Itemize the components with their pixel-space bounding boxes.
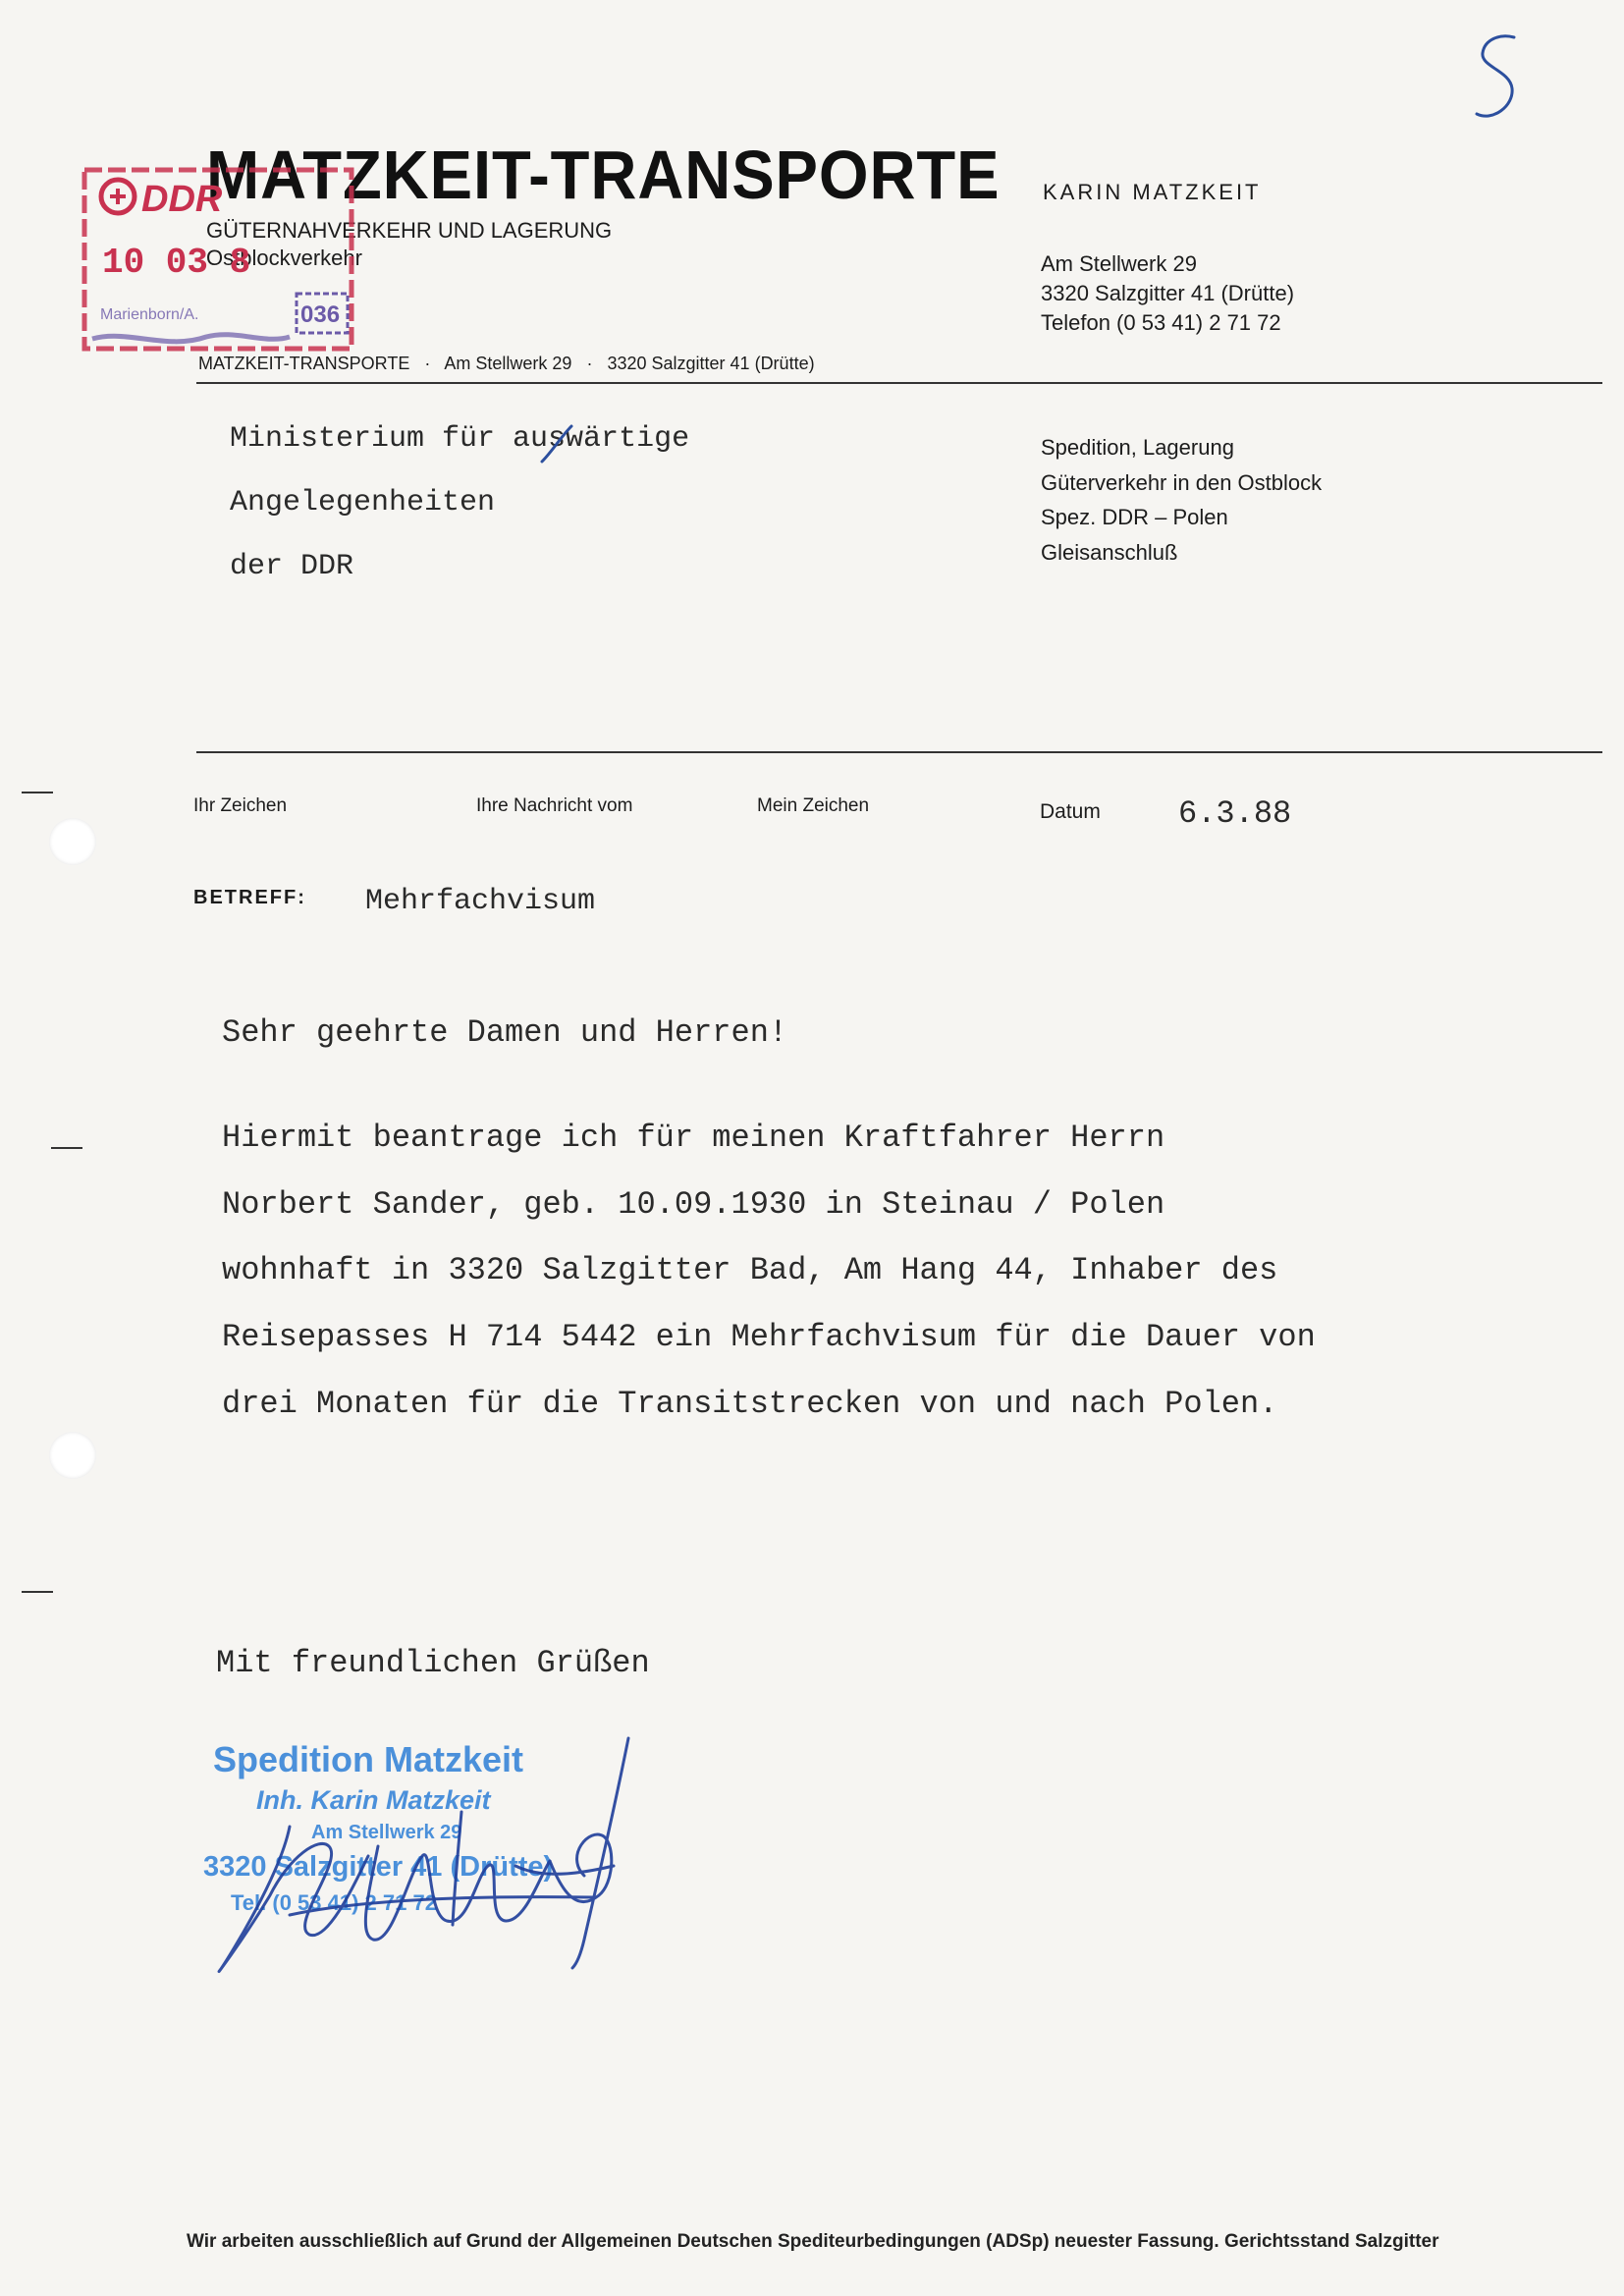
- address-city: 3320 Salzgitter 41 (Drütte): [1041, 281, 1295, 305]
- label-ihre-nachricht: Ihre Nachricht vom: [476, 795, 633, 816]
- owner-name: KARIN MATZKEIT: [1043, 180, 1262, 204]
- stamp-number: 036: [300, 301, 341, 328]
- sender-line-street: Am Stellwerk 29: [444, 354, 572, 373]
- tagline-secondary: Ostblockverkehr: [206, 246, 362, 270]
- closing-greeting: Mit freundlichen Grüßen: [216, 1645, 650, 1681]
- label-mein-zeichen: Mein Zeichen: [757, 795, 870, 816]
- fold-mark: [51, 1147, 82, 1149]
- header-rule: [196, 382, 1602, 384]
- recipient-line-1: Ministerium für auswärtige: [230, 422, 690, 456]
- legal-footer: Wir arbeiten ausschließlich auf Grund der Allgemeinen Deutschen Spediteurbedingungen (ADSp) neuester Fassung. Gerichtsstand Salzgitter: [187, 2231, 1439, 2252]
- handwritten-correction-stroke: [538, 422, 577, 469]
- service-line-1: Spedition, Lagerung: [1041, 435, 1234, 460]
- address-rule: [196, 751, 1602, 753]
- service-line-4: Gleisanschluß: [1041, 540, 1178, 565]
- handwritten-page-mark: [1463, 27, 1532, 136]
- recipient-line-3: der DDR: [230, 550, 354, 583]
- sender-return-line: [198, 354, 825, 374]
- fold-mark: [22, 1591, 53, 1593]
- stamp-date: 10 03 8: [102, 243, 251, 283]
- body-line-1: Hiermit beantrage ich für meinen Kraftfahrer Herrn: [222, 1120, 1165, 1156]
- stamp-street: Am Stellwerk 29: [311, 1822, 462, 1843]
- tagline-primary: GÜTERNAHVERKEHR UND LAGERUNG: [206, 218, 613, 243]
- fold-mark: [22, 792, 53, 793]
- service-line-3: Spez. DDR – Polen: [1041, 505, 1228, 529]
- stamp-country: DDR: [141, 179, 223, 220]
- company-name: MATZKEIT-TRANSPORTE: [206, 137, 1001, 213]
- subject-value: Mehrfachvisum: [365, 885, 596, 918]
- subject-label: BETREFF:: [193, 887, 306, 908]
- stamp-company-name: Spedition Matzkeit: [213, 1739, 524, 1779]
- label-ihr-zeichen: Ihr Zeichen: [193, 795, 288, 816]
- stamp-place: Marienborn/A.: [100, 306, 199, 323]
- entry-stamp: [79, 162, 373, 358]
- salutation: Sehr geehrte Damen und Herren!: [222, 1014, 788, 1051]
- sender-line-separator: ·: [586, 354, 593, 373]
- letter-date: 6.3.88: [1178, 795, 1292, 832]
- body-line-3: wohnhaft in 3320 Salzgitter Bad, Am Hang 44, Inhaber des: [222, 1252, 1278, 1288]
- recipient-line-2: Angelegenheiten: [230, 486, 496, 519]
- label-datum: Datum: [1040, 800, 1101, 823]
- service-line-2: Güterverkehr in den Ostblock: [1041, 470, 1323, 495]
- body-line-4: Reisepasses H 714 5442 ein Mehrfachvisum für die Dauer von: [222, 1319, 1316, 1355]
- punch-hole: [49, 1432, 96, 1479]
- stamp-phone: Tel. (0 53 41) 2 71 72: [231, 1890, 437, 1915]
- sender-line-company: MATZKEIT-TRANSPORTE: [198, 354, 410, 373]
- sender-line-separator: ·: [424, 354, 431, 373]
- punch-hole: [49, 818, 96, 865]
- signature: [211, 1728, 643, 1984]
- address-street: Am Stellwerk 29: [1041, 251, 1197, 276]
- body-line-2: Norbert Sander, geb. 10.09.1930 in Steinau / Polen: [222, 1186, 1165, 1223]
- address-phone: Telefon (0 53 41) 2 71 72: [1041, 310, 1281, 335]
- stamp-owner: Inh. Karin Matzkeit: [256, 1785, 491, 1815]
- stamp-city: 3320 Salzgitter 41 (Drütte): [203, 1851, 554, 1883]
- sender-line-city: 3320 Salzgitter 41 (Drütte): [607, 354, 815, 373]
- body-line-5: drei Monaten für die Transitstrecken von und nach Polen.: [222, 1386, 1278, 1422]
